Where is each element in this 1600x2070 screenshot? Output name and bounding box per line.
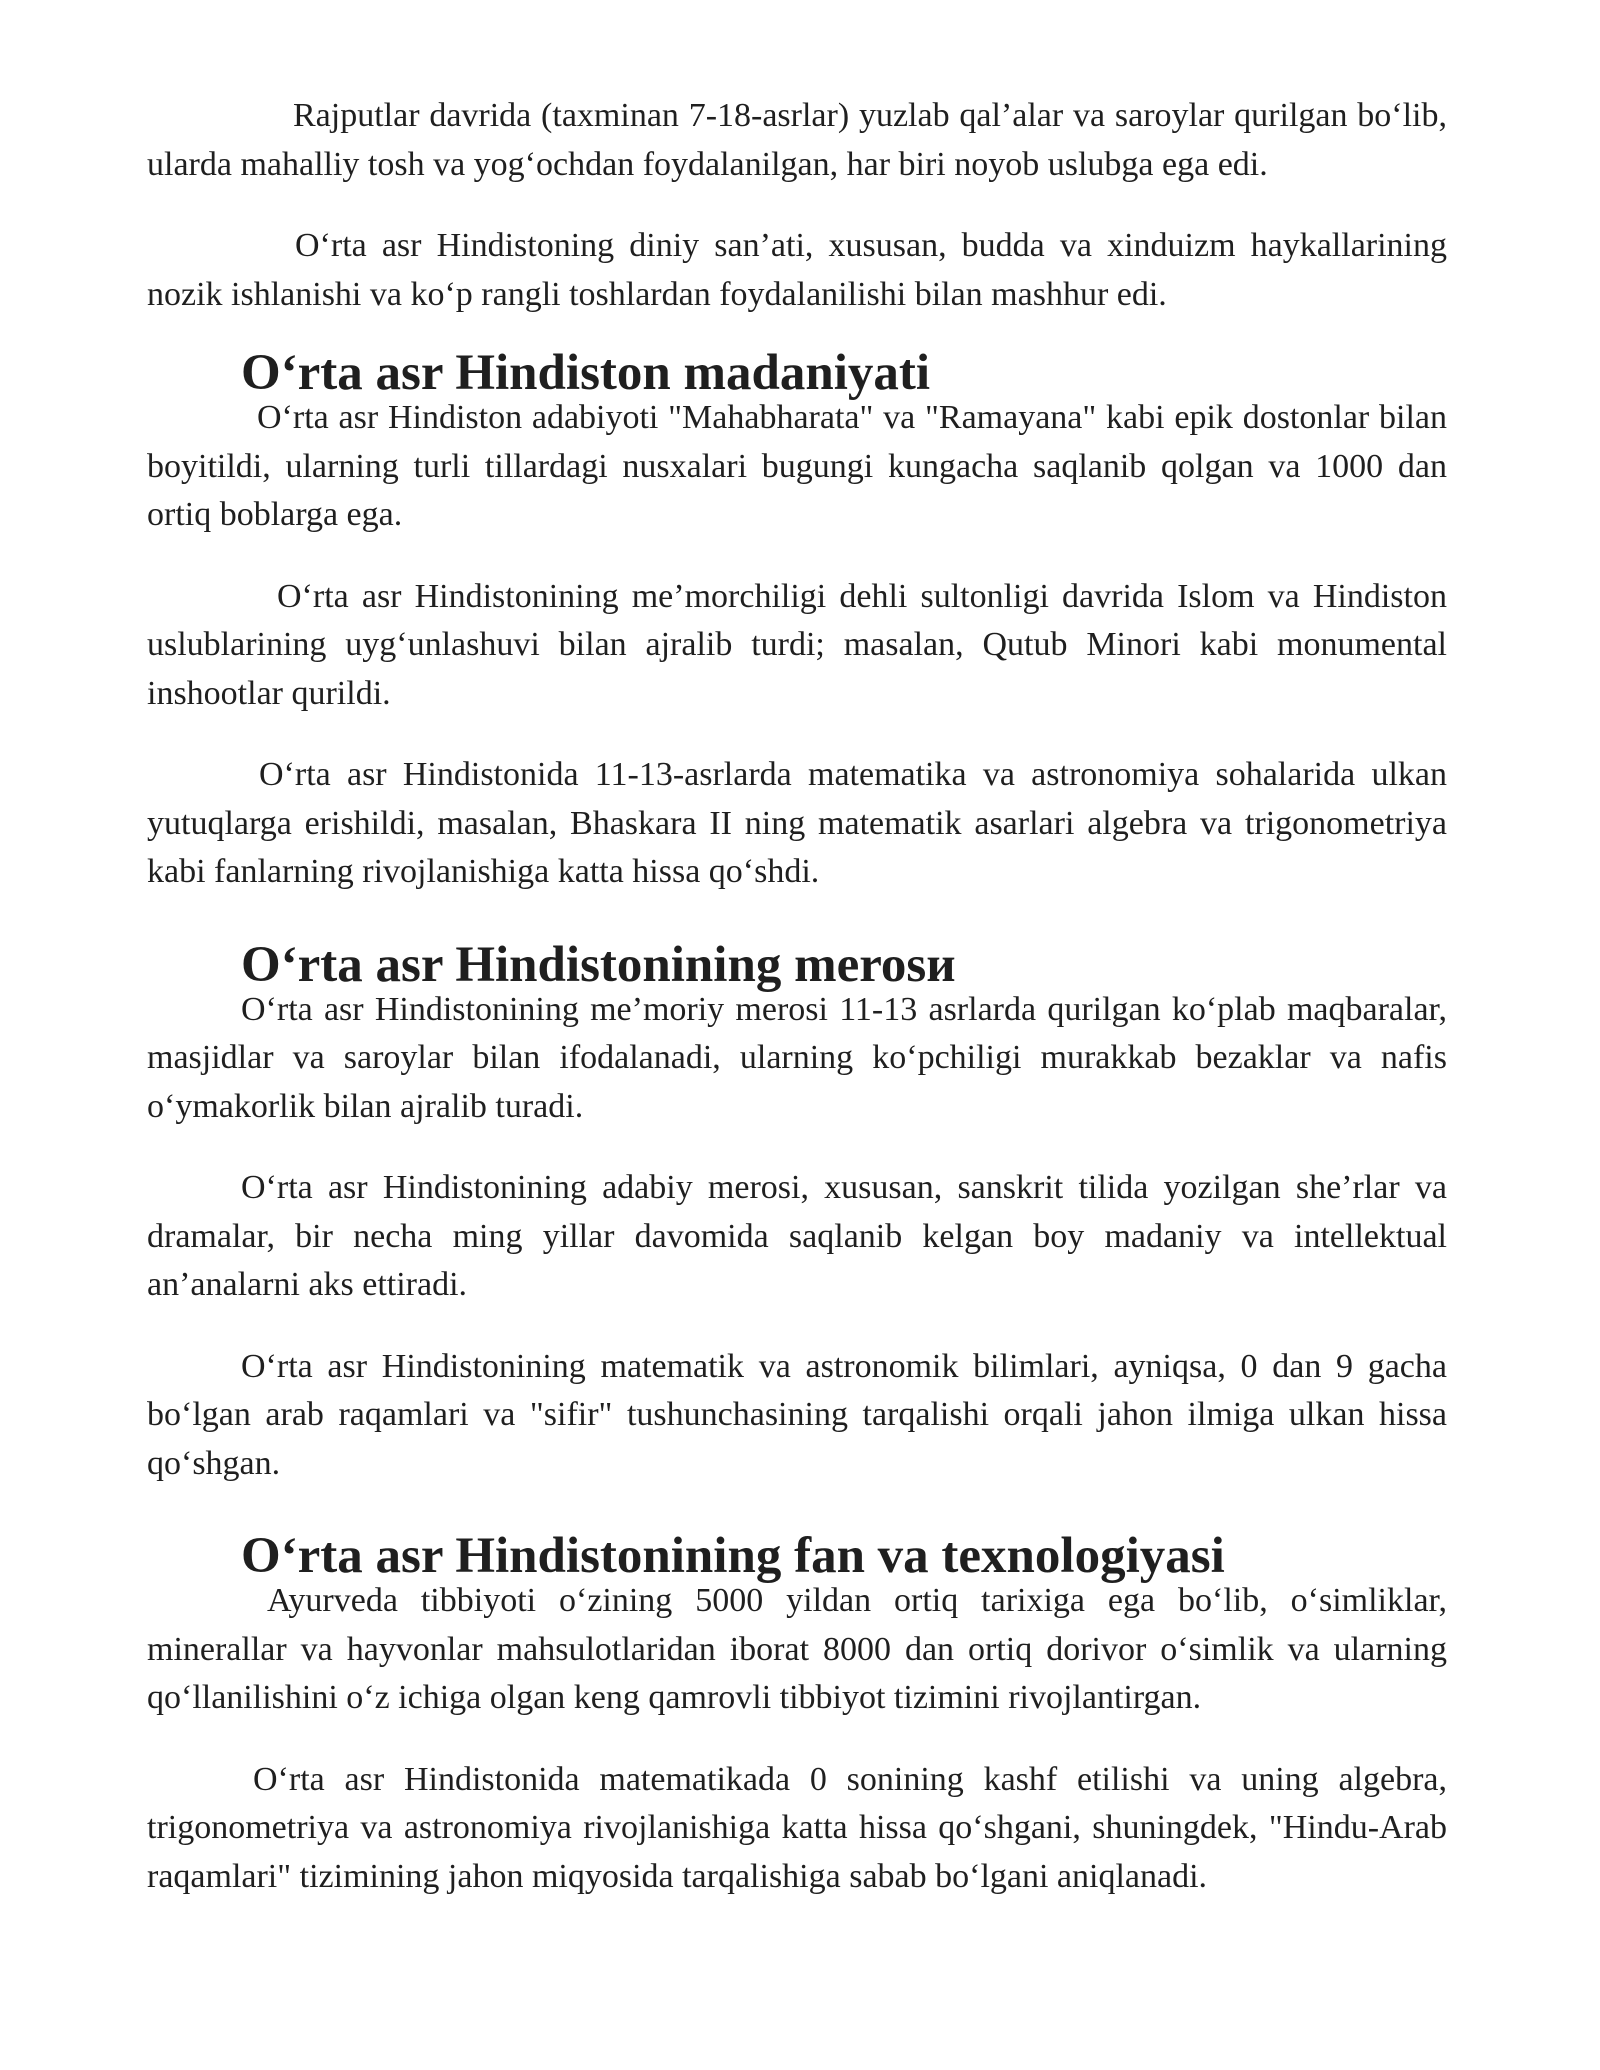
paragraph: O‘rta asr Hindistonining me’morchiligi dehli sultonligi davrida Islom va Hindiston uslublarining uyg‘unlashuvi bilan ajralib turdi; masalan, Qutub Minori kabi monumental inshootlar qurildi. — [147, 577, 1447, 712]
paragraph: O‘rta asr Hindistonining matematik va astronomik bilimlari, ayniqsa, 0 dan 9 gacha bo‘lgan arab raqamlari va "sifir" tushunchasining tarqalishi orqali jahon ilmiga ulkan hissa qo‘shgan. — [147, 1347, 1447, 1482]
section-heritage — [147, 936, 1447, 1489]
document-page — [147, 92, 1447, 1934]
paragraph: O‘rta asr Hindistonida matematikada 0 sonining kashf etilishi va uning algebra, trigonometriya va astronomiya rivojlanishiga katta hissa qo‘shgani, shuningdek, "Hindu-Arab raqamlari" tizimining jahon miqyosida tarqalishiga sabab bo‘lgani aniqlanadi. — [147, 1760, 1447, 1895]
section-heading: O‘rta asr Hindiston madaniyati — [241, 345, 931, 401]
paragraph: O‘rta asr Hindistonining adabiy merosi, xususan, sanskrit tilida yozilgan she’rlar va dramalar, bir necha ming yillar davomida saqlanib kelgan boy madaniy va intellektual an’analarni aks ettiradi. — [147, 1169, 1447, 1303]
paragraph: O‘rta asr Hindiston adabiyoti "Mahabharata" va "Ramayana" kabi epik dostonlar bilan boyitildi, ularning turli tillardagi nusxalari bugungi kungacha saqlanib qolgan va 1000 dan ortiq boblarga ega. — [147, 399, 1447, 533]
section-heading: O‘rta asr Hindistonining merosи — [241, 936, 956, 993]
paragraph: Ayurveda tibbiyoti o‘zining 5000 yildan ortiq tarixiga ega bo‘lib, o‘simliklar, minerallar va hayvonlar mahsulotlaridan iborat 8000 dan ortiq dorivor o‘simlik va ularning qo‘llanilishini o‘z ichiga olgan keng qamrovli tibbiyot tizimini rivojlantirgan. — [147, 1582, 1447, 1716]
section-science — [147, 1528, 1447, 1901]
paragraph: O‘rta asr Hindistonida 11-13-asrlarda matematika va astronomiya sohalarida ulkan yutuqlarga erishildi, masalan, Bhaskara II ning matematik asarlari algebra va trigonometriya kabi fanlarning rivojlanishiga katta hissa qo‘shdi. — [147, 756, 1447, 890]
paragraph: Rajputlar davrida (taxminan 7-18-asrlar) yuzlab qal’alar va saroylar qurilgan bo‘lib, ularda mahalliy tosh va yog‘ochdan foydalanilgan, har biri noyob uslubga ega edi. — [147, 97, 1447, 183]
section-culture — [147, 345, 1447, 897]
paragraph: O‘rta asr Hindistonining me’moriy merosi 11-13 asrlarda qurilgan ko‘plab maqbaralar, masjidlar va saroylar bilan ifodalanadi, ularning ko‘pchiligi murakkab bezaklar va nafis o‘ymakorlik bilan ajralib turadi. — [147, 990, 1447, 1125]
paragraph: O‘rta asr Hindistoning diniy san’ati, xususan, budda va xinduizm haykallarining nozik ishlanishi va ko‘p rangli toshlardan foydalanilishi bilan mashhur edi. — [147, 227, 1447, 313]
section-heading: O‘rta asr Hindistonining fan va texnologiyasi — [241, 1528, 1225, 1584]
